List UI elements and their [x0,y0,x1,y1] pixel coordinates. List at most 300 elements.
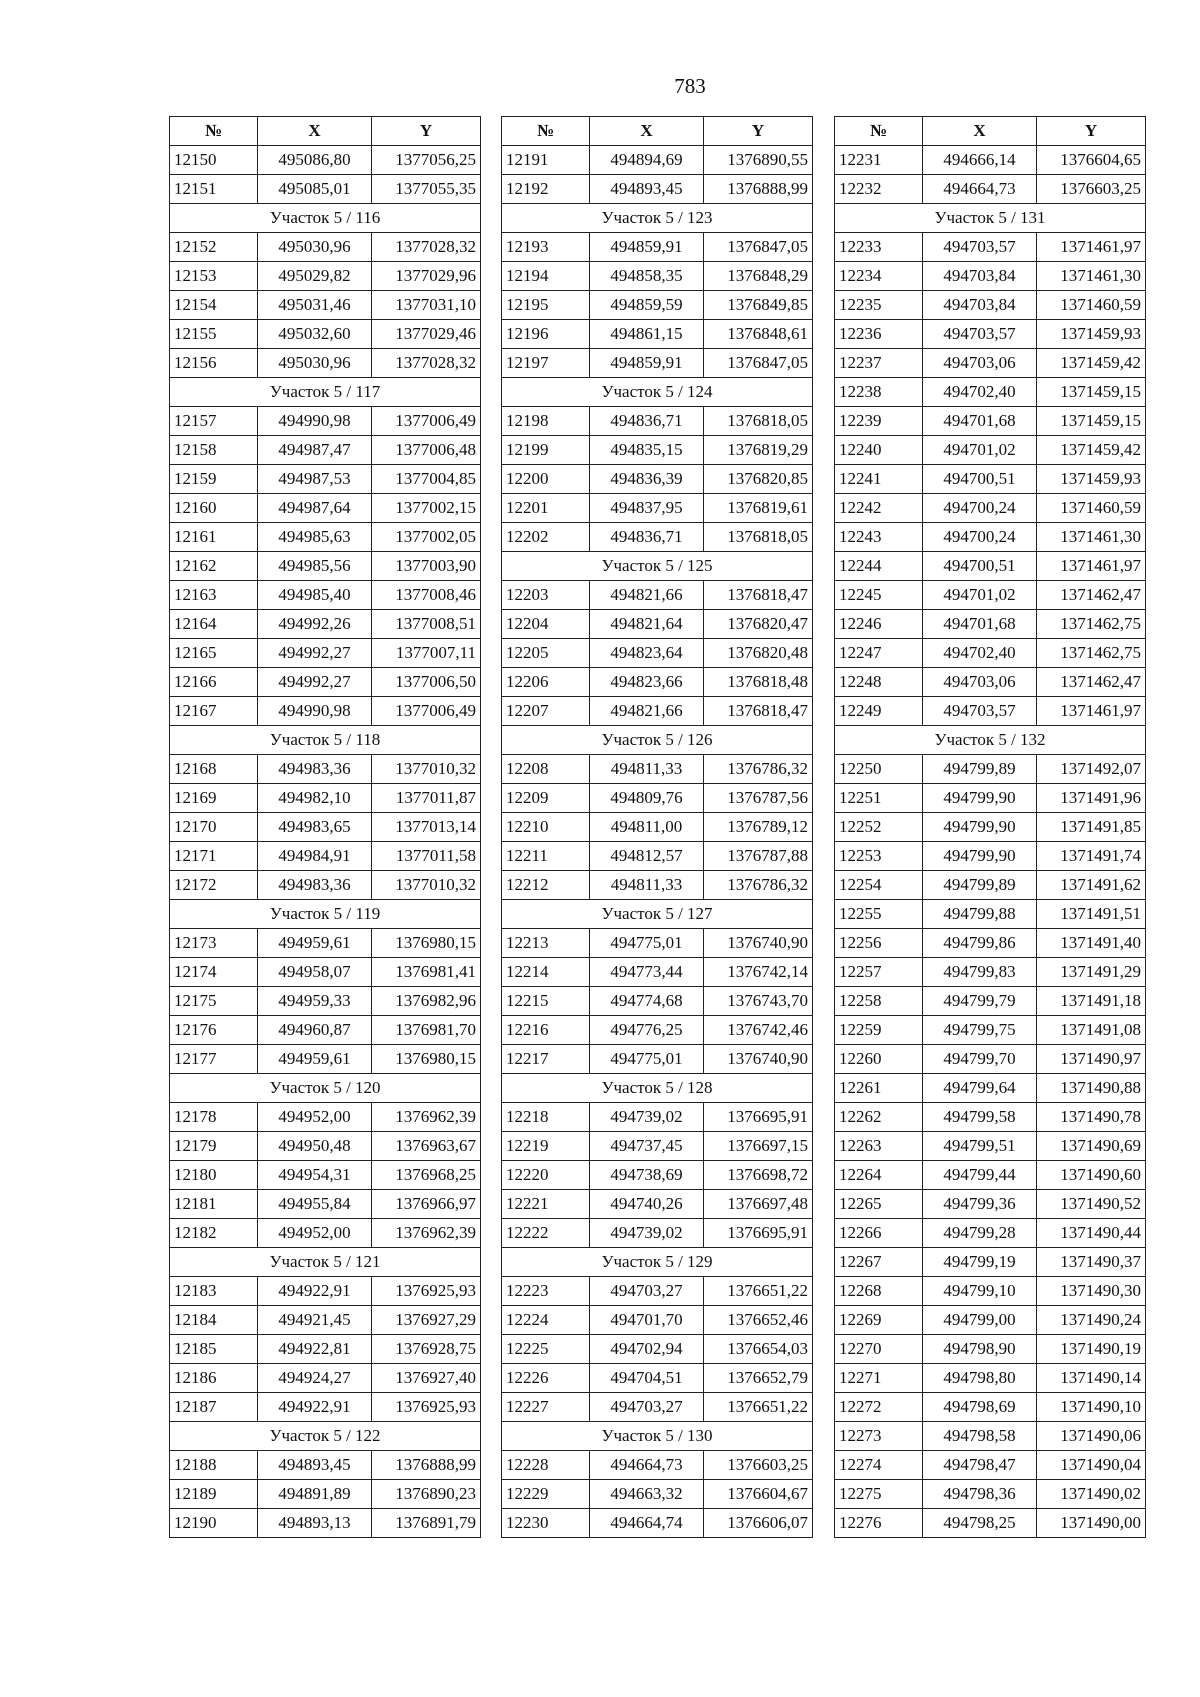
y-coordinate-cell: 1371492,07 [1037,755,1146,784]
table-row [835,1451,1146,1480]
y-coordinate-cell: 1371459,42 [1037,436,1146,465]
y-coordinate-cell: 1376888,99 [372,1451,481,1480]
table-header-row [502,117,813,146]
table-row [170,494,481,523]
x-coordinate-cell: 494858,35 [590,262,704,291]
point-number-cell: 12185 [170,1335,258,1364]
point-number-cell: 12163 [170,581,258,610]
table-row [170,929,481,958]
y-coordinate-cell: 1377028,32 [372,233,481,262]
x-coordinate-cell: 494893,45 [258,1451,372,1480]
x-coordinate-cell: 494952,00 [258,1103,372,1132]
x-coordinate-cell: 494701,02 [923,581,1037,610]
y-coordinate-cell: 1377006,48 [372,436,481,465]
table-row [502,494,813,523]
x-coordinate-cell: 494663,32 [590,1480,704,1509]
x-coordinate-cell: 494701,02 [923,436,1037,465]
y-coordinate-cell: 1376962,39 [372,1219,481,1248]
table-row [502,465,813,494]
x-coordinate-cell: 494664,74 [590,1509,704,1538]
point-number-cell: 12246 [835,610,923,639]
y-coordinate-cell: 1376695,91 [704,1219,813,1248]
header-y: Y [704,117,813,146]
x-coordinate-cell: 494924,27 [258,1364,372,1393]
table-row [835,1132,1146,1161]
table-row [170,1364,481,1393]
x-coordinate-cell: 494893,13 [258,1509,372,1538]
x-coordinate-cell: 494958,07 [258,958,372,987]
section-header-row [835,204,1146,233]
table-row [835,1480,1146,1509]
table-row [502,929,813,958]
table-row [170,755,481,784]
point-number-cell: 12164 [170,610,258,639]
section-header-row [502,900,813,929]
point-number-cell: 12223 [502,1277,590,1306]
table-row [502,639,813,668]
y-coordinate-cell: 1377010,32 [372,871,481,900]
table-row [502,1451,813,1480]
x-coordinate-cell: 494823,64 [590,639,704,668]
point-number-cell: 12173 [170,929,258,958]
point-number-cell: 12206 [502,668,590,697]
point-number-cell: 12269 [835,1306,923,1335]
point-number-cell: 12273 [835,1422,923,1451]
table-row [502,1190,813,1219]
point-number-cell: 12166 [170,668,258,697]
y-coordinate-cell: 1376743,70 [704,987,813,1016]
y-coordinate-cell: 1376742,14 [704,958,813,987]
point-number-cell: 12153 [170,262,258,291]
x-coordinate-cell: 494799,58 [923,1103,1037,1132]
point-number-cell: 12232 [835,175,923,204]
table-row [502,1277,813,1306]
x-coordinate-cell: 494821,66 [590,581,704,610]
table-row [835,291,1146,320]
section-header-row [170,1422,481,1451]
table-row [170,1393,481,1422]
y-coordinate-cell: 1371490,14 [1037,1364,1146,1393]
x-coordinate-cell: 494799,51 [923,1132,1037,1161]
x-coordinate-cell: 495030,96 [258,233,372,262]
y-coordinate-cell: 1376740,90 [704,929,813,958]
point-number-cell: 12198 [502,407,590,436]
point-number-cell: 12194 [502,262,590,291]
y-coordinate-cell: 1376819,29 [704,436,813,465]
x-coordinate-cell: 494664,73 [590,1451,704,1480]
x-coordinate-cell: 494773,44 [590,958,704,987]
y-coordinate-cell: 1376606,07 [704,1509,813,1538]
point-number-cell: 12243 [835,523,923,552]
page-number: 783 [674,74,706,98]
x-coordinate-cell: 494985,40 [258,581,372,610]
section-header-row [502,378,813,407]
table-row [170,465,481,494]
point-number-cell: 12197 [502,349,590,378]
point-number-cell: 12219 [502,1132,590,1161]
point-number-cell: 12234 [835,262,923,291]
point-number-cell: 12250 [835,755,923,784]
table-row [835,1190,1146,1219]
header-x: X [923,117,1037,146]
table-row [170,1161,481,1190]
section-header-row [170,204,481,233]
y-coordinate-cell: 1376695,91 [704,1103,813,1132]
coordinates-table-1 [169,116,481,1538]
section-header-row [170,1248,481,1277]
point-number-cell: 12171 [170,842,258,871]
x-coordinate-cell: 495085,01 [258,175,372,204]
table-row [835,1045,1146,1074]
section-title: Участок 5 / 132 [835,726,1146,755]
x-coordinate-cell: 494799,89 [923,755,1037,784]
point-number-cell: 12190 [170,1509,258,1538]
x-coordinate-cell: 494703,27 [590,1393,704,1422]
coordinates-table-3 [834,116,1146,1538]
table-row [170,1335,481,1364]
table-row [835,378,1146,407]
x-coordinate-cell: 494823,66 [590,668,704,697]
x-coordinate-cell: 494811,33 [590,871,704,900]
header-y: Y [372,117,481,146]
table-row [170,175,481,204]
section-title: Участок 5 / 124 [502,378,813,407]
point-number-cell: 12177 [170,1045,258,1074]
table-row [502,291,813,320]
point-number-cell: 12261 [835,1074,923,1103]
y-coordinate-cell: 1376848,61 [704,320,813,349]
section-title: Участок 5 / 122 [170,1422,481,1451]
point-number-cell: 12211 [502,842,590,871]
x-coordinate-cell: 494740,26 [590,1190,704,1219]
table-row [835,668,1146,697]
y-coordinate-cell: 1376820,48 [704,639,813,668]
table-row [835,1103,1146,1132]
point-number-cell: 12167 [170,697,258,726]
y-coordinate-cell: 1376652,46 [704,1306,813,1335]
point-number-cell: 12199 [502,436,590,465]
x-coordinate-cell: 494738,69 [590,1161,704,1190]
table-row [170,1480,481,1509]
table-row [502,581,813,610]
y-coordinate-cell: 1377055,35 [372,175,481,204]
x-coordinate-cell: 494799,88 [923,900,1037,929]
x-coordinate-cell: 494739,02 [590,1103,704,1132]
point-number-cell: 12254 [835,871,923,900]
y-coordinate-cell: 1376927,29 [372,1306,481,1335]
y-coordinate-cell: 1371491,18 [1037,987,1146,1016]
x-coordinate-cell: 494811,00 [590,813,704,842]
point-number-cell: 12160 [170,494,258,523]
y-coordinate-cell: 1377056,25 [372,146,481,175]
table-row [502,784,813,813]
section-title: Участок 5 / 126 [502,726,813,755]
x-coordinate-cell: 494799,75 [923,1016,1037,1045]
y-coordinate-cell: 1377006,49 [372,697,481,726]
point-number-cell: 12186 [170,1364,258,1393]
point-number-cell: 12230 [502,1509,590,1538]
y-coordinate-cell: 1376604,67 [704,1480,813,1509]
x-coordinate-cell: 494664,73 [923,175,1037,204]
table-row [835,610,1146,639]
point-number-cell: 12262 [835,1103,923,1132]
x-coordinate-cell: 494701,68 [923,407,1037,436]
y-coordinate-cell: 1371490,19 [1037,1335,1146,1364]
y-coordinate-cell: 1377006,49 [372,407,481,436]
x-coordinate-cell: 494700,51 [923,465,1037,494]
y-coordinate-cell: 1371459,42 [1037,349,1146,378]
y-coordinate-cell: 1376787,88 [704,842,813,871]
point-number-cell: 12188 [170,1451,258,1480]
section-header-row [502,1422,813,1451]
x-coordinate-cell: 494799,64 [923,1074,1037,1103]
y-coordinate-cell: 1376962,39 [372,1103,481,1132]
table-row [835,1016,1146,1045]
header-number: № [835,117,923,146]
point-number-cell: 12226 [502,1364,590,1393]
point-number-cell: 12236 [835,320,923,349]
x-coordinate-cell: 494954,31 [258,1161,372,1190]
point-number-cell: 12239 [835,407,923,436]
y-coordinate-cell: 1376925,93 [372,1393,481,1422]
point-number-cell: 12203 [502,581,590,610]
table-row [170,639,481,668]
point-number-cell: 12242 [835,494,923,523]
y-coordinate-cell: 1376786,32 [704,755,813,784]
point-number-cell: 12244 [835,552,923,581]
y-coordinate-cell: 1371490,02 [1037,1480,1146,1509]
point-number-cell: 12241 [835,465,923,494]
table-row [835,871,1146,900]
y-coordinate-cell: 1371461,97 [1037,233,1146,262]
table-row [170,958,481,987]
x-coordinate-cell: 494798,58 [923,1422,1037,1451]
table-row [170,987,481,1016]
y-coordinate-cell: 1371491,51 [1037,900,1146,929]
table-row [170,1219,481,1248]
x-coordinate-cell: 494990,98 [258,697,372,726]
table-row [502,610,813,639]
x-coordinate-cell: 494990,98 [258,407,372,436]
section-header-row [835,726,1146,755]
x-coordinate-cell: 494799,79 [923,987,1037,1016]
section-title: Участок 5 / 118 [170,726,481,755]
x-coordinate-cell: 494921,45 [258,1306,372,1335]
table-row [502,1132,813,1161]
table-row [170,1190,481,1219]
y-coordinate-cell: 1371462,75 [1037,610,1146,639]
point-number-cell: 12205 [502,639,590,668]
x-coordinate-cell: 494950,48 [258,1132,372,1161]
y-coordinate-cell: 1371459,93 [1037,320,1146,349]
table-row [835,436,1146,465]
section-title: Участок 5 / 128 [502,1074,813,1103]
table-row [835,755,1146,784]
point-number-cell: 12157 [170,407,258,436]
y-coordinate-cell: 1376651,22 [704,1277,813,1306]
x-coordinate-cell: 494922,81 [258,1335,372,1364]
x-coordinate-cell: 494799,70 [923,1045,1037,1074]
table-row [502,407,813,436]
x-coordinate-cell: 494893,45 [590,175,704,204]
y-coordinate-cell: 1371491,96 [1037,784,1146,813]
x-coordinate-cell: 494799,19 [923,1248,1037,1277]
point-number-cell: 12272 [835,1393,923,1422]
x-coordinate-cell: 494987,64 [258,494,372,523]
point-number-cell: 12151 [170,175,258,204]
point-number-cell: 12224 [502,1306,590,1335]
x-coordinate-cell: 494774,68 [590,987,704,1016]
table-row [170,842,481,871]
x-coordinate-cell: 495029,82 [258,262,372,291]
table-row [835,349,1146,378]
y-coordinate-cell: 1377013,14 [372,813,481,842]
point-number-cell: 12248 [835,668,923,697]
x-coordinate-cell: 495086,80 [258,146,372,175]
y-coordinate-cell: 1377029,96 [372,262,481,291]
point-number-cell: 12150 [170,146,258,175]
table-row [835,987,1146,1016]
x-coordinate-cell: 494799,89 [923,871,1037,900]
table-row [170,407,481,436]
y-coordinate-cell: 1376697,15 [704,1132,813,1161]
point-number-cell: 12235 [835,291,923,320]
y-coordinate-cell: 1377008,51 [372,610,481,639]
y-coordinate-cell: 1376928,75 [372,1335,481,1364]
x-coordinate-cell: 494799,83 [923,958,1037,987]
point-number-cell: 12212 [502,871,590,900]
y-coordinate-cell: 1376740,90 [704,1045,813,1074]
x-coordinate-cell: 494959,61 [258,1045,372,1074]
table-row [835,900,1146,929]
y-coordinate-cell: 1371459,15 [1037,407,1146,436]
y-coordinate-cell: 1376847,05 [704,349,813,378]
section-title: Участок 5 / 120 [170,1074,481,1103]
x-coordinate-cell: 494859,59 [590,291,704,320]
point-number-cell: 12221 [502,1190,590,1219]
y-coordinate-cell: 1377029,46 [372,320,481,349]
point-number-cell: 12256 [835,929,923,958]
point-number-cell: 12215 [502,987,590,1016]
point-number-cell: 12247 [835,639,923,668]
point-number-cell: 12152 [170,233,258,262]
y-coordinate-cell: 1376818,47 [704,697,813,726]
x-coordinate-cell: 494701,68 [923,610,1037,639]
x-coordinate-cell: 494983,36 [258,871,372,900]
point-number-cell: 12268 [835,1277,923,1306]
x-coordinate-cell: 494809,76 [590,784,704,813]
table-row [835,1364,1146,1393]
table-row [835,842,1146,871]
point-number-cell: 12240 [835,436,923,465]
table-row [502,871,813,900]
section-title: Участок 5 / 131 [835,204,1146,233]
x-coordinate-cell: 494798,25 [923,1509,1037,1538]
point-number-cell: 12266 [835,1219,923,1248]
x-coordinate-cell: 494837,95 [590,494,704,523]
section-header-row [170,1074,481,1103]
x-coordinate-cell: 494894,69 [590,146,704,175]
x-coordinate-cell: 494702,40 [923,378,1037,407]
x-coordinate-cell: 494985,56 [258,552,372,581]
x-coordinate-cell: 494812,57 [590,842,704,871]
x-coordinate-cell: 494703,57 [923,233,1037,262]
section-title: Участок 5 / 117 [170,378,481,407]
y-coordinate-cell: 1376819,61 [704,494,813,523]
point-number-cell: 12207 [502,697,590,726]
y-coordinate-cell: 1371462,47 [1037,668,1146,697]
y-coordinate-cell: 1376848,29 [704,262,813,291]
x-coordinate-cell: 494703,84 [923,262,1037,291]
point-number-cell: 12265 [835,1190,923,1219]
section-title: Участок 5 / 129 [502,1248,813,1277]
y-coordinate-cell: 1377004,85 [372,465,481,494]
table-row [170,233,481,262]
y-coordinate-cell: 1376654,03 [704,1335,813,1364]
y-coordinate-cell: 1376890,23 [372,1480,481,1509]
y-coordinate-cell: 1376980,15 [372,1045,481,1074]
table-row [502,320,813,349]
y-coordinate-cell: 1377002,05 [372,523,481,552]
point-number-cell: 12178 [170,1103,258,1132]
section-title: Участок 5 / 125 [502,552,813,581]
y-coordinate-cell: 1371490,06 [1037,1422,1146,1451]
y-coordinate-cell: 1371490,44 [1037,1219,1146,1248]
table-row [835,784,1146,813]
y-coordinate-cell: 1371490,69 [1037,1132,1146,1161]
y-coordinate-cell: 1371459,15 [1037,378,1146,407]
point-number-cell: 12154 [170,291,258,320]
header-x: X [258,117,372,146]
point-number-cell: 12251 [835,784,923,813]
y-coordinate-cell: 1377003,90 [372,552,481,581]
x-coordinate-cell: 494799,00 [923,1306,1037,1335]
x-coordinate-cell: 494775,01 [590,1045,704,1074]
point-number-cell: 12174 [170,958,258,987]
point-number-cell: 12274 [835,1451,923,1480]
y-coordinate-cell: 1371490,37 [1037,1248,1146,1277]
point-number-cell: 12196 [502,320,590,349]
y-coordinate-cell: 1377010,32 [372,755,481,784]
table-row [502,262,813,291]
point-number-cell: 12227 [502,1393,590,1422]
x-coordinate-cell: 494811,33 [590,755,704,784]
point-number-cell: 12228 [502,1451,590,1480]
point-number-cell: 12252 [835,813,923,842]
y-coordinate-cell: 1371461,97 [1037,697,1146,726]
point-number-cell: 12259 [835,1016,923,1045]
point-number-cell: 12233 [835,233,923,262]
x-coordinate-cell: 494798,36 [923,1480,1037,1509]
section-header-row [502,552,813,581]
x-coordinate-cell: 495031,46 [258,291,372,320]
table-row [170,523,481,552]
table-row [835,552,1146,581]
x-coordinate-cell: 494799,90 [923,813,1037,842]
point-number-cell: 12161 [170,523,258,552]
y-coordinate-cell: 1376603,25 [1037,175,1146,204]
x-coordinate-cell: 494799,86 [923,929,1037,958]
table-row [170,784,481,813]
point-number-cell: 12172 [170,871,258,900]
table-row [170,349,481,378]
y-coordinate-cell: 1376820,47 [704,610,813,639]
y-coordinate-cell: 1377011,87 [372,784,481,813]
point-number-cell: 12202 [502,523,590,552]
table-row [835,1074,1146,1103]
table-row [835,320,1146,349]
table-row [170,1306,481,1335]
